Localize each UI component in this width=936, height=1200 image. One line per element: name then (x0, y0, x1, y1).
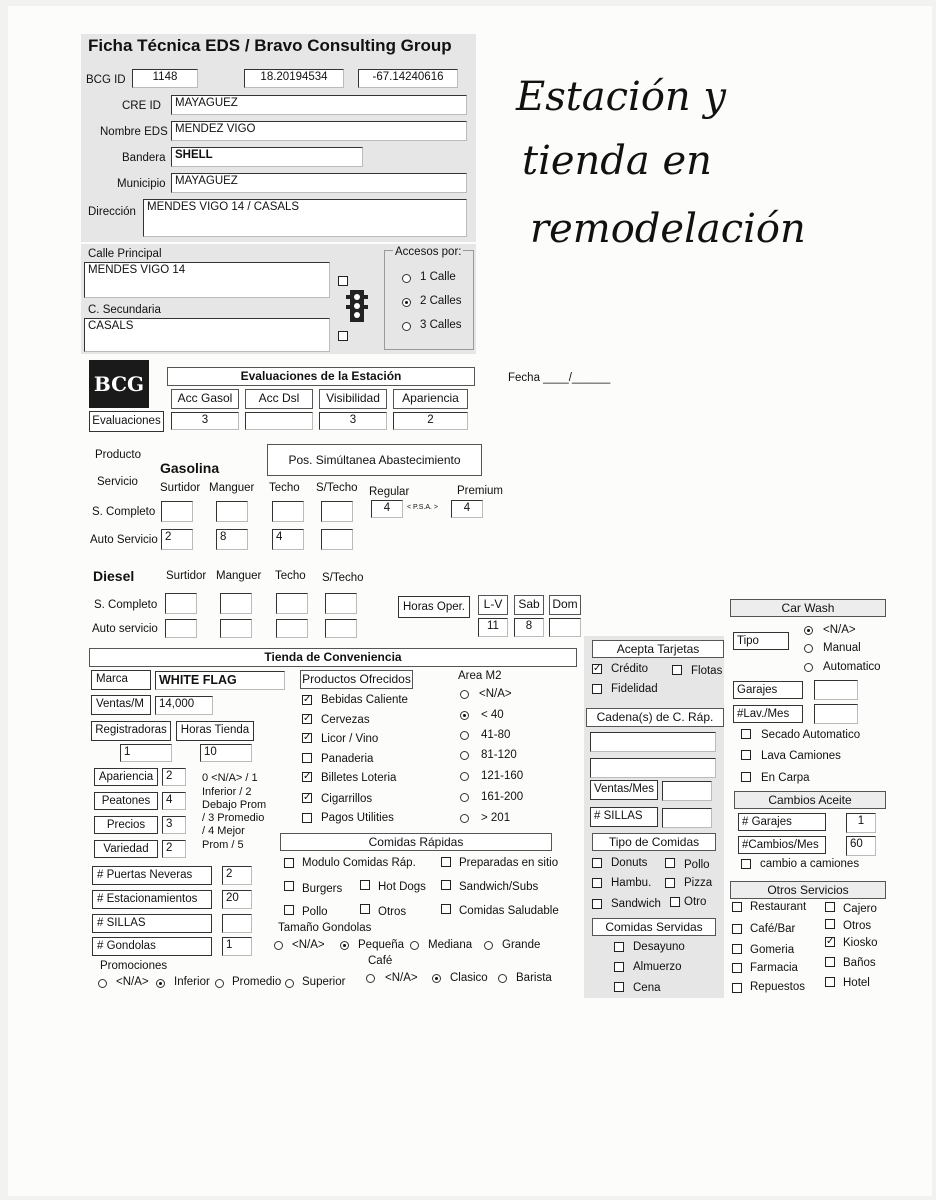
garajes-carwash-label: Garajes (733, 681, 803, 699)
cafe-label: Café (368, 955, 393, 967)
cervezas-checkbox[interactable]: ✓ (303, 713, 312, 724)
credito-checkbox[interactable]: ✓ (593, 663, 602, 674)
cajero-checkbox[interactable] (825, 902, 835, 912)
gondola-mediana-radio[interactable] (410, 941, 419, 950)
desayuno-label: Desayuno (633, 941, 685, 953)
farmacia-checkbox[interactable] (732, 963, 742, 973)
area-81-120-radio[interactable] (460, 751, 469, 760)
pollo-tipo-label: Pollo (684, 859, 710, 871)
diesel-title: Diesel (93, 568, 135, 584)
flotas-label: Flotas (691, 665, 723, 677)
gasolina-techo-header: Techo (269, 482, 300, 494)
diesel-surtidor-header: Surtidor (166, 570, 207, 582)
bcg-id-field[interactable]: 1148 (132, 69, 198, 88)
diesel-as-surtidor[interactable] (165, 619, 197, 638)
almuerzo-checkbox[interactable] (614, 962, 624, 972)
horas-sab-field[interactable]: 8 (514, 618, 544, 637)
gasolina-as-stecho[interactable] (321, 529, 353, 550)
preparadas-sitio-checkbox[interactable] (441, 857, 451, 867)
horas-lv-field[interactable]: 11 (478, 618, 508, 637)
acc-dsl-field[interactable] (245, 412, 313, 430)
horas-tienda-label: Horas Tienda (176, 721, 254, 741)
gasolina-as-techo[interactable]: 4 (272, 529, 304, 550)
horas-sab-header: Sab (514, 595, 544, 615)
otros-servicios-label: Otros (843, 920, 872, 932)
registradoras-field[interactable]: 1 (120, 744, 172, 762)
donuts-checkbox[interactable] (592, 858, 602, 868)
cafe-bar-label: Café/Bar (750, 923, 796, 935)
bebidas-caliente-checkbox[interactable]: ✓ (303, 694, 312, 705)
hot-dogs-label: Hot Dogs (378, 881, 426, 893)
cafe-na-label: <N/A> (385, 972, 418, 984)
credito-label: Crédito (611, 663, 649, 675)
kiosko-label: Kiosko (843, 937, 878, 949)
garajes-aceite-field[interactable]: 1 (846, 813, 876, 833)
traffic-light-icon (346, 289, 368, 323)
otro-tipo-checkbox[interactable] (670, 897, 680, 907)
ventas-mes-field[interactable]: 14,000 (155, 696, 213, 715)
cambio-camiones-label: cambio a camiones (760, 858, 860, 870)
panaderia-checkbox[interactable] (302, 753, 312, 763)
apariencia-tienda-field[interactable]: 2 (162, 768, 186, 786)
ventas-mes-label: Ventas/M (91, 695, 151, 715)
area-gt201-radio[interactable] (460, 814, 469, 823)
form-title: Ficha Técnica EDS / Bravo Consulting Group (88, 36, 452, 55)
sillas-cadena-label: # SILLAS (590, 807, 658, 827)
gasolina-auto-servicio-label: Auto Servicio (90, 534, 158, 546)
sandwich-label: Sandwich (611, 898, 661, 910)
diesel-stecho-header: S/Techo (322, 572, 364, 584)
precios-label: Precios (94, 816, 158, 834)
acepta-tarjetas-title: Acepta Tarjetas (592, 640, 724, 658)
rating-scale-3: Debajo Prom (202, 799, 267, 811)
pagos-utilities-label: Pagos Utilities (321, 812, 394, 824)
tipo-comidas-title: Tipo de Comidas (592, 833, 716, 851)
promo-superior-radio[interactable] (285, 979, 294, 988)
gondola-mediana-label: Mediana (428, 939, 473, 951)
diesel-sc-stecho[interactable] (325, 593, 357, 614)
fidelidad-label: Fidelidad (611, 683, 658, 695)
accesos-3-radio[interactable] (402, 322, 411, 331)
gasolina-surtidor-header: Surtidor (160, 482, 201, 494)
direccion-field[interactable]: MENDES VIGO 14 / CASALS (143, 199, 467, 237)
gasolina-sc-manguer[interactable] (216, 501, 248, 522)
gondola-na-radio[interactable] (274, 941, 283, 950)
horas-dom-field[interactable] (549, 618, 581, 637)
diesel-as-stecho[interactable] (325, 619, 357, 638)
pos-simultanea-header: Pos. Simúltanea Abastecimiento (267, 444, 482, 476)
municipio-field[interactable]: MAYAGUEZ (171, 173, 467, 193)
handwritten-note-line2: tienda en (522, 138, 712, 184)
peatones-field[interactable]: 4 (162, 792, 186, 810)
scanned-form-page (8, 6, 932, 1196)
accesos-label: Accesos por: (395, 246, 462, 258)
carwash-na-label: <N/A> (823, 624, 856, 636)
en-carpa-label: En Carpa (761, 772, 810, 784)
calle-secundaria-checkbox[interactable] (338, 331, 348, 341)
flotas-checkbox[interactable] (672, 665, 682, 675)
area-na-label: <N/A> (479, 688, 512, 700)
cafe-clasico-radio[interactable] (432, 974, 441, 983)
carwash-automatico-radio[interactable] (804, 663, 813, 672)
hambu-checkbox[interactable] (592, 878, 602, 888)
longitude-field[interactable]: -67.14240616 (358, 69, 458, 88)
car-wash-title: Car Wash (730, 599, 886, 617)
area-161-200-radio[interactable] (460, 793, 469, 802)
pagos-utilities-checkbox[interactable] (302, 813, 312, 823)
tamano-gondolas-label: Tamaño Gondolas (278, 922, 372, 934)
calle-principal-checkbox[interactable] (338, 276, 348, 286)
rating-scale-4: / 3 Promedio (202, 812, 265, 824)
diesel-sc-techo[interactable] (276, 593, 308, 614)
pizza-label: Pizza (684, 877, 713, 889)
cre-id-field[interactable]: MAYAGUEZ (171, 95, 467, 115)
comidas-servidas-title: Comidas Servidas (592, 918, 716, 936)
ventas-mes-cadena-field[interactable] (662, 781, 712, 801)
sandwich-subs-label: Sandwich/Subs (459, 881, 539, 893)
lav-mes-field[interactable] (814, 704, 858, 724)
accesos-2-label: 2 Calles (420, 295, 462, 307)
sillas-tienda-field[interactable] (222, 914, 252, 933)
variedad-field[interactable]: 2 (162, 840, 186, 858)
acc-gasol-field[interactable]: 3 (171, 412, 239, 430)
area-m2-label: Area M2 (458, 670, 502, 682)
fidelidad-checkbox[interactable] (592, 684, 602, 694)
kiosko-checkbox[interactable]: ✓ (826, 936, 835, 947)
area-lt40-label: < 40 (481, 709, 504, 721)
burgers-label: Burgers (302, 883, 343, 895)
calle-principal-field[interactable]: MENDES VIGO 14 (84, 262, 330, 298)
rating-scale-5: / 4 Mejor (202, 825, 245, 837)
cervezas-label: Cervezas (321, 714, 370, 726)
accesos-3-label: 3 Calles (420, 319, 462, 331)
pollo-comidas-label: Pollo (302, 906, 328, 918)
diesel-sc-surtidor[interactable] (165, 593, 197, 614)
marca-field[interactable]: WHITE FLAG (155, 671, 285, 690)
comidas-rapidas-title: Comidas Rápidas (280, 833, 552, 851)
garajes-aceite-label: # Garajes (738, 813, 826, 831)
gasolina-as-manguer[interactable]: 8 (216, 529, 248, 550)
nombre-eds-field[interactable]: MENDEZ VIGO (171, 121, 467, 141)
gasolina-s-completo-label: S. Completo (92, 506, 156, 518)
area-121-160-label: 121-160 (481, 770, 524, 782)
gondolas-field[interactable]: 1 (222, 937, 252, 956)
diesel-auto-servicio-label: Auto servicio (92, 623, 158, 635)
precios-field[interactable]: 3 (162, 816, 186, 834)
ventas-mes-cadena-label: Ventas/Mes (590, 780, 658, 800)
rating-scale-2: Inferior / 2 (202, 786, 252, 798)
area-161-200-label: 161-200 (481, 791, 524, 803)
hambu-label: Hambu. (611, 877, 652, 889)
secado-checkbox[interactable] (741, 729, 751, 739)
promociones-label: Promociones (100, 960, 168, 972)
hotel-checkbox[interactable] (825, 977, 835, 987)
registradoras-label: Registradoras (91, 721, 171, 741)
secado-label: Secado Automatico (761, 729, 861, 741)
cigarrillos-label: Cigarrillos (321, 793, 373, 805)
gasolina-sc-surtidor[interactable] (161, 501, 193, 522)
evaluaciones-title: Evaluaciones de la Estación (167, 367, 475, 386)
diesel-s-completo-label: S. Completo (94, 599, 158, 611)
promo-promedio-label: Promedio (232, 976, 282, 988)
gasolina-as-surtidor[interactable]: 2 (161, 529, 193, 550)
carwash-na-radio[interactable] (804, 626, 813, 635)
banos-checkbox[interactable] (825, 957, 835, 967)
pollo-tipo-checkbox[interactable] (665, 858, 675, 868)
gomeria-label: Gomeria (750, 944, 795, 956)
diesel-manguer-header: Manguer (216, 570, 262, 582)
hot-dogs-checkbox[interactable] (360, 880, 370, 890)
apariencia-field[interactable]: 2 (393, 412, 468, 430)
evaluaciones-button[interactable]: Evaluaciones (89, 411, 164, 432)
gasolina-title: Gasolina (160, 460, 220, 476)
tipo-carwash-label: Tipo (733, 632, 789, 650)
gondola-na-label: <N/A> (292, 939, 325, 951)
cadena-field-1[interactable] (590, 732, 716, 752)
diesel-sc-manguer[interactable] (220, 593, 252, 614)
area-lt40-radio[interactable] (460, 711, 469, 720)
accesos-1-label: 1 Calle (420, 271, 456, 283)
farmacia-label: Farmacia (750, 962, 798, 974)
gondola-grande-radio[interactable] (484, 941, 493, 950)
tienda-title: Tienda de Conveniencia (89, 648, 577, 667)
gondola-grande-label: Grande (502, 939, 541, 951)
handwritten-note-line3: remodelación (530, 206, 806, 252)
promo-inferior-radio[interactable] (156, 979, 165, 988)
promo-na-radio[interactable] (98, 979, 107, 988)
area-gt201-label: > 201 (481, 812, 511, 824)
nombre-eds-label: Nombre EDS (100, 126, 168, 138)
lav-mes-label: #Lav./Mes (733, 705, 803, 723)
diesel-techo-header: Techo (275, 570, 306, 582)
desayuno-checkbox[interactable] (614, 942, 624, 952)
rating-scale-1: 0 <N/A> / 1 (202, 772, 258, 784)
producto-label: Producto (95, 449, 142, 461)
promo-promedio-radio[interactable] (215, 979, 224, 988)
sillas-cadena-field[interactable] (662, 808, 712, 828)
cadena-field-2[interactable] (590, 758, 716, 778)
psa-label: < P.S.A. > (407, 504, 439, 511)
otros-servicios-checkbox[interactable] (825, 919, 835, 929)
repuestos-label: Repuestos (750, 981, 805, 993)
diesel-as-techo[interactable] (276, 619, 308, 638)
sillas-tienda-label: # SILLAS (92, 914, 212, 933)
direccion-label: Dirección (88, 206, 136, 218)
calle-secundaria-field[interactable]: CASALS (84, 318, 330, 352)
licor-vino-label: Licor / Vino (321, 733, 379, 745)
garajes-carwash-field[interactable] (814, 680, 858, 700)
regular-label: Regular (369, 486, 410, 498)
burgers-checkbox[interactable] (284, 881, 294, 891)
apariencia-header: Apariencia (393, 389, 468, 409)
sandwich-checkbox[interactable] (592, 899, 602, 909)
gasolina-manguer-header: Manguer (209, 482, 255, 494)
bandera-field[interactable]: SHELL (171, 147, 363, 167)
gondolas-label: # Gondolas (92, 937, 212, 956)
premium-label: Premium (457, 485, 504, 497)
carwash-manual-label: Manual (823, 642, 861, 654)
gasolina-sc-techo[interactable] (272, 501, 304, 522)
donuts-label: Donuts (611, 857, 648, 869)
cafe-bar-checkbox[interactable] (732, 924, 742, 934)
promo-inferior-label: Inferior (174, 976, 210, 988)
premium-psa-field[interactable]: 4 (451, 500, 483, 518)
variedad-label: Variedad (94, 840, 158, 858)
servicio-label: Servicio (97, 476, 138, 488)
hotel-label: Hotel (843, 977, 870, 989)
gomeria-checkbox[interactable] (732, 944, 742, 954)
regular-psa-field[interactable]: 4 (371, 500, 403, 518)
lava-camiones-label: Lava Camiones (761, 750, 841, 762)
cafe-na-radio[interactable] (366, 974, 375, 983)
carwash-manual-radio[interactable] (804, 644, 813, 653)
cambios-aceite-title: Cambios Aceite (734, 791, 886, 809)
visibilidad-header: Visibilidad (319, 389, 387, 409)
latitude-field[interactable]: 18.20194534 (244, 69, 344, 88)
otros-servicios-title: Otros Servicios (730, 881, 886, 899)
sandwich-subs-checkbox[interactable] (441, 880, 451, 890)
preparadas-sitio-label: Preparadas en sitio (459, 857, 559, 869)
area-na-radio[interactable] (460, 690, 469, 699)
licor-vino-checkbox[interactable]: ✓ (303, 732, 312, 743)
puertas-neveras-label: # Puertas Neveras (92, 866, 212, 885)
marca-label: Marca (91, 670, 151, 690)
banos-label: Baños (843, 957, 876, 969)
comidas-saludable-label: Comidas Saludable (459, 905, 559, 917)
promo-na-label: <N/A> (116, 976, 149, 988)
modulo-comidas-label: Modulo Comidas Ráp. (302, 857, 416, 869)
billetes-loteria-label: Billetes Loteria (321, 772, 397, 784)
accesos-1-radio[interactable] (402, 274, 411, 283)
fecha-label: Fecha ____/______ (508, 372, 611, 384)
pizza-checkbox[interactable] (665, 878, 675, 888)
otros-comidas-label: Otros (378, 906, 407, 918)
gondola-pequena-radio[interactable] (340, 941, 349, 950)
cafe-barista-radio[interactable] (498, 974, 507, 983)
diesel-as-manguer[interactable] (220, 619, 252, 638)
handwritten-note-line1: Estación y (516, 74, 726, 120)
modulo-comidas-checkbox[interactable] (284, 858, 294, 868)
otros-comidas-checkbox[interactable] (360, 904, 370, 914)
bcg-id-label: BCG ID (86, 74, 126, 86)
area-81-120-label: 81-120 (481, 749, 517, 761)
cre-id-label: CRE ID (122, 100, 161, 112)
repuestos-checkbox[interactable] (732, 983, 742, 993)
estacionamientos-field[interactable]: 20 (222, 890, 252, 909)
horas-dom-header: Dom (549, 595, 581, 615)
apariencia-tienda-label: Apariencia (94, 768, 158, 786)
horas-tienda-field[interactable]: 10 (200, 744, 252, 762)
cigarrillos-checkbox[interactable]: ✓ (303, 792, 312, 803)
cafe-barista-label: Barista (516, 972, 552, 984)
restaurant-checkbox[interactable] (732, 902, 742, 912)
bebidas-caliente-label: Bebidas Caliente (321, 694, 408, 706)
comidas-saludable-checkbox[interactable] (441, 904, 451, 914)
peatones-label: Peatones (94, 792, 158, 810)
bandera-label: Bandera (122, 152, 166, 164)
municipio-label: Municipio (117, 178, 166, 190)
cajero-label: Cajero (843, 903, 877, 915)
lava-camiones-checkbox[interactable] (741, 750, 751, 760)
billetes-loteria-checkbox[interactable]: ✓ (303, 771, 312, 782)
cena-label: Cena (633, 982, 661, 994)
cena-checkbox[interactable] (614, 982, 624, 992)
gondola-pequena-label: Pequeña (358, 939, 405, 951)
carwash-automatico-label: Automatico (823, 661, 881, 673)
almuerzo-label: Almuerzo (633, 961, 682, 973)
cafe-clasico-label: Clasico (450, 972, 488, 984)
rating-scale-6: Prom / 5 (202, 839, 244, 851)
promo-superior-label: Superior (302, 976, 346, 988)
en-carpa-checkbox[interactable] (741, 772, 751, 782)
area-121-160-radio[interactable] (460, 772, 469, 781)
gasolina-sc-stecho[interactable] (321, 501, 353, 522)
visibilidad-field[interactable]: 3 (319, 412, 387, 430)
horas-lv-header: L-V (478, 595, 508, 615)
acc-gasol-header: Acc Gasol (171, 389, 239, 409)
area-41-80-radio[interactable] (460, 731, 469, 740)
accesos-2-radio[interactable] (402, 298, 411, 307)
area-41-80-label: 41-80 (481, 729, 511, 741)
bcg-logo: BCG (89, 360, 149, 408)
gasolina-stecho-header: S/Techo (316, 482, 358, 494)
cambios-mes-field[interactable]: 60 (846, 836, 876, 856)
panaderia-label: Panaderia (321, 753, 374, 765)
puertas-neveras-field[interactable]: 2 (222, 866, 252, 885)
calle-principal-label: Calle Principal (88, 248, 162, 260)
restaurant-label: Restaurant (750, 901, 807, 913)
pollo-comidas-checkbox[interactable] (284, 905, 294, 915)
cambio-camiones-checkbox[interactable] (741, 859, 751, 869)
acc-dsl-header: Acc Dsl (245, 389, 313, 409)
calle-secundaria-label: C. Secundaria (88, 304, 161, 316)
otro-tipo-label: Otro (684, 896, 707, 908)
productos-ofrecidos-title: Productos Ofrecidos (300, 670, 413, 689)
cambios-mes-label: #Cambios/Mes (738, 836, 826, 854)
cadenas-title: Cadena(s) de C. Ráp. (586, 708, 724, 727)
estacionamientos-label: # Estacionamientos (92, 890, 212, 909)
horas-oper-button[interactable]: Horas Oper. (398, 596, 470, 618)
